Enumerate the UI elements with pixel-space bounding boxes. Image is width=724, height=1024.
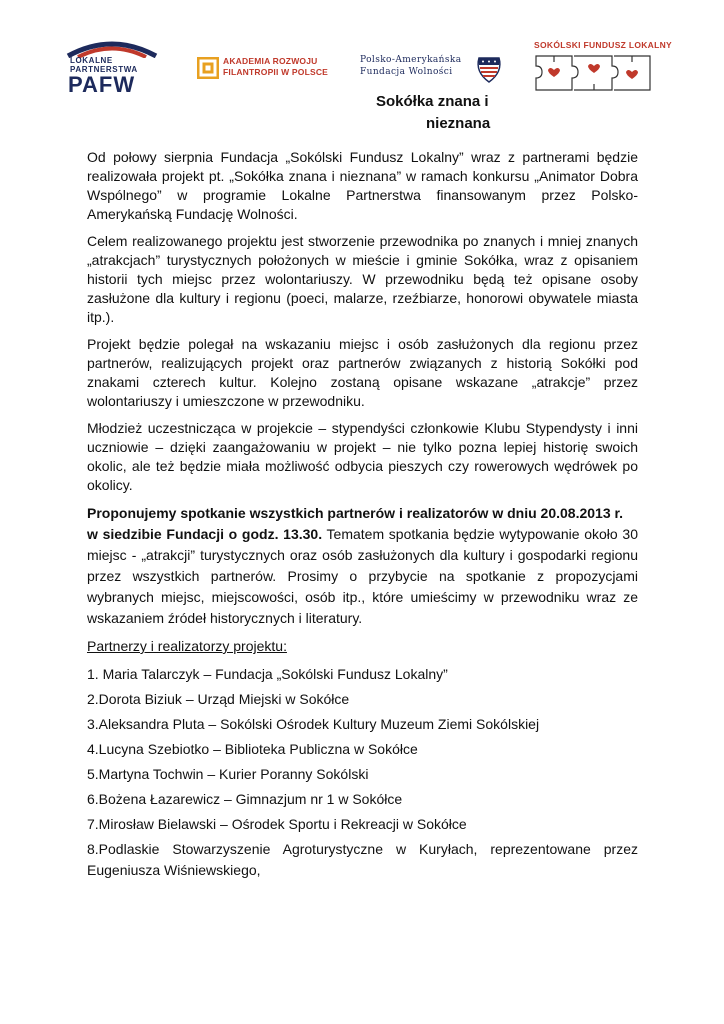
pafw-line2: PARTNERSTWA	[70, 65, 138, 74]
paragraph-1: Od połowy sierpnia Fundacja „Sokólski Fundusz Lokalny” wraz z partnerami będzie realizowała projekt pt. „Sokółka znana i nieznana” w ramach konkursu „Animator Dobra Wspólnego” w programie Lokalne Partnerstwa finansowanym przez Polsko-Amerykańską Fundację Wolności.	[87, 149, 638, 222]
paragraph-2: Celem realizowanego projektu jest stworzenie przewodnika po znanych i mniej znanych „atrakcjach” turystycznych położonych w mieście i gminie Sokółka, wraz z opisaniem historii tych miejsc przez wolontariuszy. W przewodniku będą też opisane osoby zasłużone dla kultury i regionu (poeci, malarze, rzeźbiarze, honorowi obywatele miasta itp.).	[87, 233, 638, 325]
fundacja-line1: Polsko-Amerykańska	[360, 55, 462, 65]
title-line2: nieznana	[426, 115, 491, 132]
meeting-paragraph	[87, 503, 638, 629]
puzzle-hearts-icon	[534, 52, 652, 94]
fundacja-line2: Fundacja Wolności	[360, 67, 453, 77]
document-body	[87, 148, 638, 885]
meeting-date: Proponujemy spotkanie wszystkich partnerów i realizatorów w dniu 20.08.2013 r.	[87, 505, 624, 521]
pafw-logo	[60, 38, 164, 96]
paragraph-3: Projekt będzie polegał na wskazaniu miejsc i osób zasłużonych dla regionu przez partnerów, realizujących projekt oraz partnerów związanych z historią Sokółki pod znakami czterech kultur. Kolejno zostaną opisane wskazane „atrakcje” przez wolontariuszy i umieszczone w przewodniku.	[87, 336, 638, 409]
akademia-line1: AKADEMIA ROZWOJU	[223, 56, 318, 66]
list-item: 2.Dorota Biziuk – Urząd Miejski w Sokółce	[87, 691, 350, 707]
pafw-line1: LOKALNE	[70, 56, 113, 65]
list-item: 6.Bożena Łazarewicz – Gimnazjum nr 1 w Sokółce	[87, 791, 403, 807]
akademia-mark-icon	[197, 57, 219, 79]
page-title	[376, 91, 490, 135]
meeting-details: Tematem spotkania będzie wytypowanie około 30 miejsc - „atrakcji” turystycznych oraz osób zasłużonych dla kultury i gospodarki regionu przez wszystkich partnerów. Prosimy o przybycie na spotkanie z propozycjami wybranych miejsc, miejscowości, osób itp., które umieścimy w przewodniku wraz ze wskazaniem źródeł historycznych i literatury.	[87, 526, 638, 626]
list-item: 3.Aleksandra Pluta – Sokólski Ośrodek Kultury Muzeum Ziemi Sokólskiej	[87, 716, 540, 732]
akademia-text	[223, 56, 328, 78]
fundacja-text	[360, 54, 462, 78]
meeting-place: w siedzibie Fundacji o godz. 13.30.	[87, 526, 323, 542]
flag-bell-icon	[474, 54, 504, 84]
partners-list	[87, 664, 638, 881]
partners-heading: Partnerzy i realizatorzy projektu:	[87, 638, 287, 654]
list-item: 1. Maria Talarczyk – Fundacja „Sokólski Fundusz Lokalny”	[87, 666, 448, 682]
paragraph-4: Młodzież uczestnicząca w projekcie – stypendyści członkowie Klubu Stypendysty i inni uczniowie – dzięki zaangażowaniu w projekt – nie tylko pozna lepiej historię swoich okolic, ale też będzie miała możliwość odbycia pieszych czy rowerowych wędrówek po okolicy.	[87, 420, 638, 493]
list-item: 8.Podlaskie Stowarzyszenie Agroturystyczne w Kuryłach, reprezentowane przez Eugeniusza Wiśniewskiego,	[87, 841, 638, 878]
pafw-arc-icon	[64, 38, 160, 58]
sokolski-label: SOKÓLSKI FUNDUSZ LOKALNY	[534, 40, 673, 50]
list-item: 4.Lucyna Szebiotko – Biblioteka Publiczna w Sokółce	[87, 741, 418, 757]
akademia-logo	[197, 55, 337, 83]
list-item: 5.Martyna Tochwin – Kurier Poranny Sokólski	[87, 766, 369, 782]
sokolski-logo	[534, 40, 673, 94]
fundacja-logo	[360, 52, 510, 86]
akademia-line2: FILANTROPII W POLSCE	[223, 67, 329, 77]
pafw-main: PAFW	[68, 72, 136, 97]
title-line1: Sokółka znana i	[376, 93, 489, 110]
list-item: 7.Mirosław Bielawski – Ośrodek Sportu i Rekreacji w Sokółce	[87, 816, 467, 832]
logo-bar	[0, 0, 724, 110]
